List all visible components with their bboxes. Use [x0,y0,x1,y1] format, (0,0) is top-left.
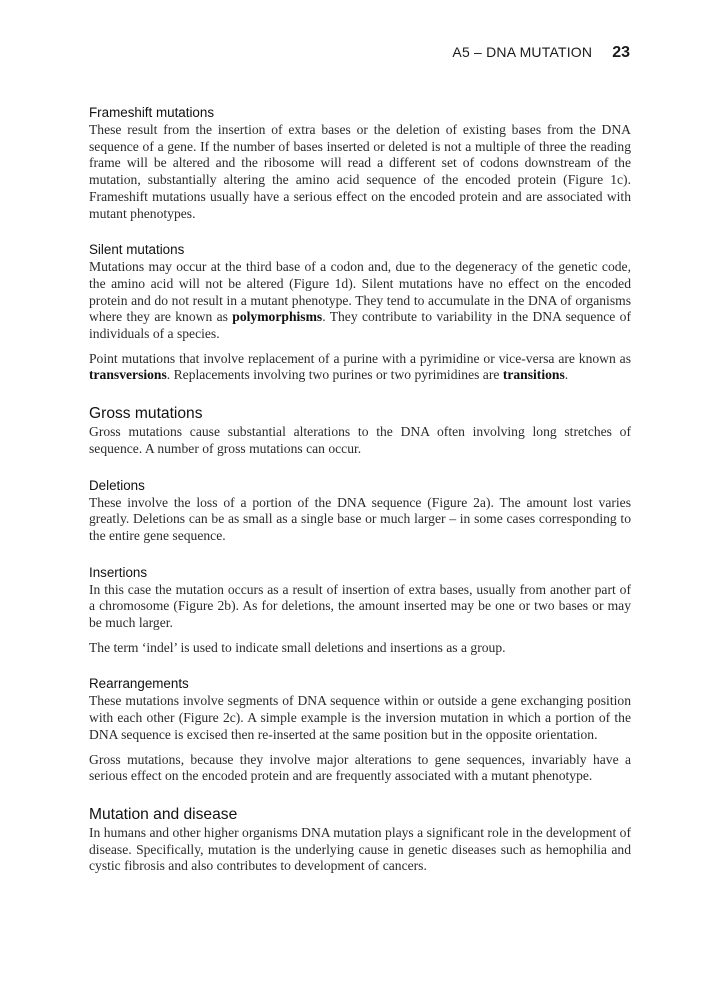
silent-p1-text-b: . They contribute to variability in the DNA sequence of individuals of a species. [89,309,631,342]
chapter-title: A5 – DNA MUTATION [452,44,593,60]
rearrangements-paragraph-2: Gross mutations, because they involve major alterations to gene sequences, invariably have a serious effect on the encoded protein and are frequently associated with a mutant phenotype. [89,751,631,784]
term-transitions: transitions [502,367,565,383]
term-transversions: transversions [89,367,167,383]
disease-heading: Mutation and disease [89,805,238,823]
deletions-paragraph: These involve the loss of a portion of the DNA sequence (Figure 2a). The amount lost varies greatly. Deletions can be as small as a single base or much larger – in some cases corresponding to the entire gene sequence. [89,494,631,543]
frameshift-heading: Frameshift mutations [89,105,215,120]
page-number: 23 [612,44,630,61]
insertions-paragraph-1: In this case the mutation occurs as a result of insertion of extra bases, usually from another part of a chromosome (Figure 2b). As for deletions, the amount inserted may be one or two bases or may be much larger. [89,581,631,631]
insertions-heading: Insertions [89,564,148,580]
silent-heading: Silent mutations [89,242,185,258]
insertions-paragraph-2: The term ‘indel’ is used to indicate small deletions and insertions as a group. [89,639,506,655]
gross-paragraph: Gross mutations cause substantial alterations to the DNA often involving long stretches of sequence. A number of gross mutations can occur. [89,424,631,456]
silent-p2-text-b: . Replacements involving two purines or two pyrimidines are [166,367,503,383]
frameshift-paragraph: These result from the insertion of extra bases or the deletion of existing bases from the DNA sequence of a gene. If the number of bases inserted or deleted is not a multiple of three the reading frame will be altered and the ribosome will read a different set of codons downstream of the mutation, substantially altering the amino acid sequence of the encoded protein (Figure 1c). Frameshift mutations usually have a serious effect on the encoded protein and are associated with mutant phenotypes. [89,122,631,221]
silent-p1-text-a: Mutations may occur at the third base of a codon and, due to the degeneracy of the genetic code, the amino acid will not be altered (Figure 1d). Silent mutations have no effect on the encoded protein and do not result in a mutant phenotype. They tend to accumulate in the DNA of organisms where they are known as [89,259,631,325]
term-polymorphisms: polymorphisms [232,309,323,325]
deletions-heading: Deletions [89,477,145,493]
gross-heading: Gross mutations [89,405,203,423]
silent-p2-text-a: Point mutations that involve replacement of a purine with a pyrimidine or vice-versa are known as [89,350,631,366]
running-header [452,44,630,62]
rearrangements-heading: Rearrangements [89,676,189,692]
rearrangements-paragraph-1: These mutations involve segments of DNA sequence within or outside a gene exchanging position with each other (Figure 2c). A simple example is the inversion mutation in which a portion of the DNA sequence is excised then re-inserted at the same position but in the opposite orientation. [89,693,631,742]
silent-paragraph-2 [89,351,631,384]
silent-paragraph-1 [89,259,631,343]
page-body [89,103,631,875]
disease-paragraph: In humans and other higher organisms DNA mutation plays a significant role in the development of disease. Specifically, mutation is the underlying cause in genetic diseases such as hemophilia and cystic fibrosis and also contributes to development of cancers. [89,824,631,874]
silent-p2-text-c: . [564,367,569,383]
